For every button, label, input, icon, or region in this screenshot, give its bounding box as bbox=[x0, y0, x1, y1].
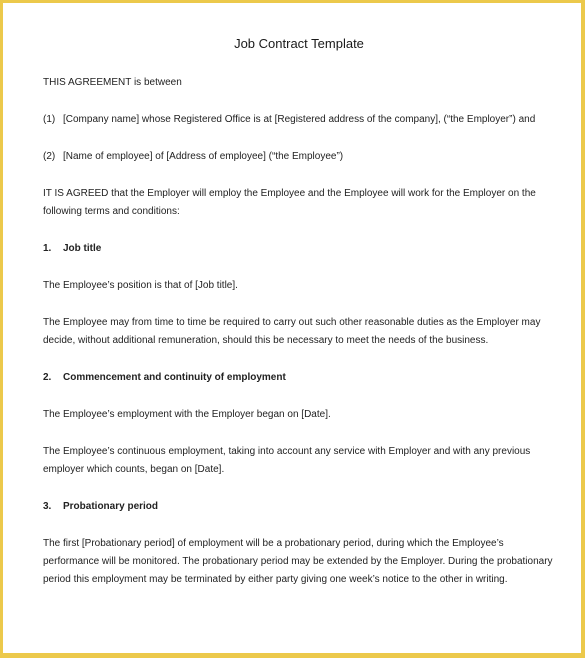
section-paragraph: The Employee may from time to time be required to carry out such other reasonable duties as the Employer may decide, without additional remuneration, should this be necessary to meet the needs of the business. bbox=[43, 317, 541, 346]
document-page bbox=[3, 3, 581, 653]
agreement-intro: THIS AGREEMENT is between bbox=[43, 77, 182, 88]
section-number: 3. bbox=[43, 501, 52, 512]
party-item-1 bbox=[43, 111, 555, 129]
section-paragraph: The Employee’s employment with the Employer began on [Date]. bbox=[43, 409, 331, 420]
party-number: (1) bbox=[43, 114, 56, 125]
party-text: [Company name] whose Registered Office is at [Registered address of the company], (“the Employer”) and bbox=[63, 114, 536, 125]
section-heading-probationary-period bbox=[43, 498, 555, 516]
party-item-2 bbox=[43, 148, 555, 166]
section-paragraph: The Employee’s position is that of [Job title]. bbox=[43, 280, 238, 291]
document-title: Job Contract Template bbox=[234, 36, 364, 51]
party-text: [Name of employee] of [Address of employee] (“the Employee”) bbox=[63, 151, 344, 162]
section-paragraph: The Employee’s continuous employment, taking into account any service with Employer and with any previous employer which counts, began on [Date]. bbox=[43, 446, 531, 475]
section-title: Commencement and continuity of employment bbox=[63, 372, 286, 383]
document-body bbox=[43, 36, 555, 608]
section-number: 1. bbox=[43, 243, 52, 254]
agreed-terms: IT IS AGREED that the Employer will employ the Employee and the Employee will work for the Employer on the following terms and conditions: bbox=[43, 188, 536, 217]
section-paragraph: The first [Probationary period] of employment will be a probationary period, during which the Employee’s performance will be monitored. The probationary period may be extended by the Employer. During the probationary period this employment may be terminated by either party giving one week’s notice to the other in writing. bbox=[43, 538, 553, 585]
section-heading-commencement bbox=[43, 369, 555, 387]
section-heading-job-title bbox=[43, 240, 555, 258]
section-number: 2. bbox=[43, 372, 52, 383]
section-title: Job title bbox=[63, 243, 102, 254]
party-number: (2) bbox=[43, 151, 56, 162]
section-title: Probationary period bbox=[63, 501, 159, 512]
